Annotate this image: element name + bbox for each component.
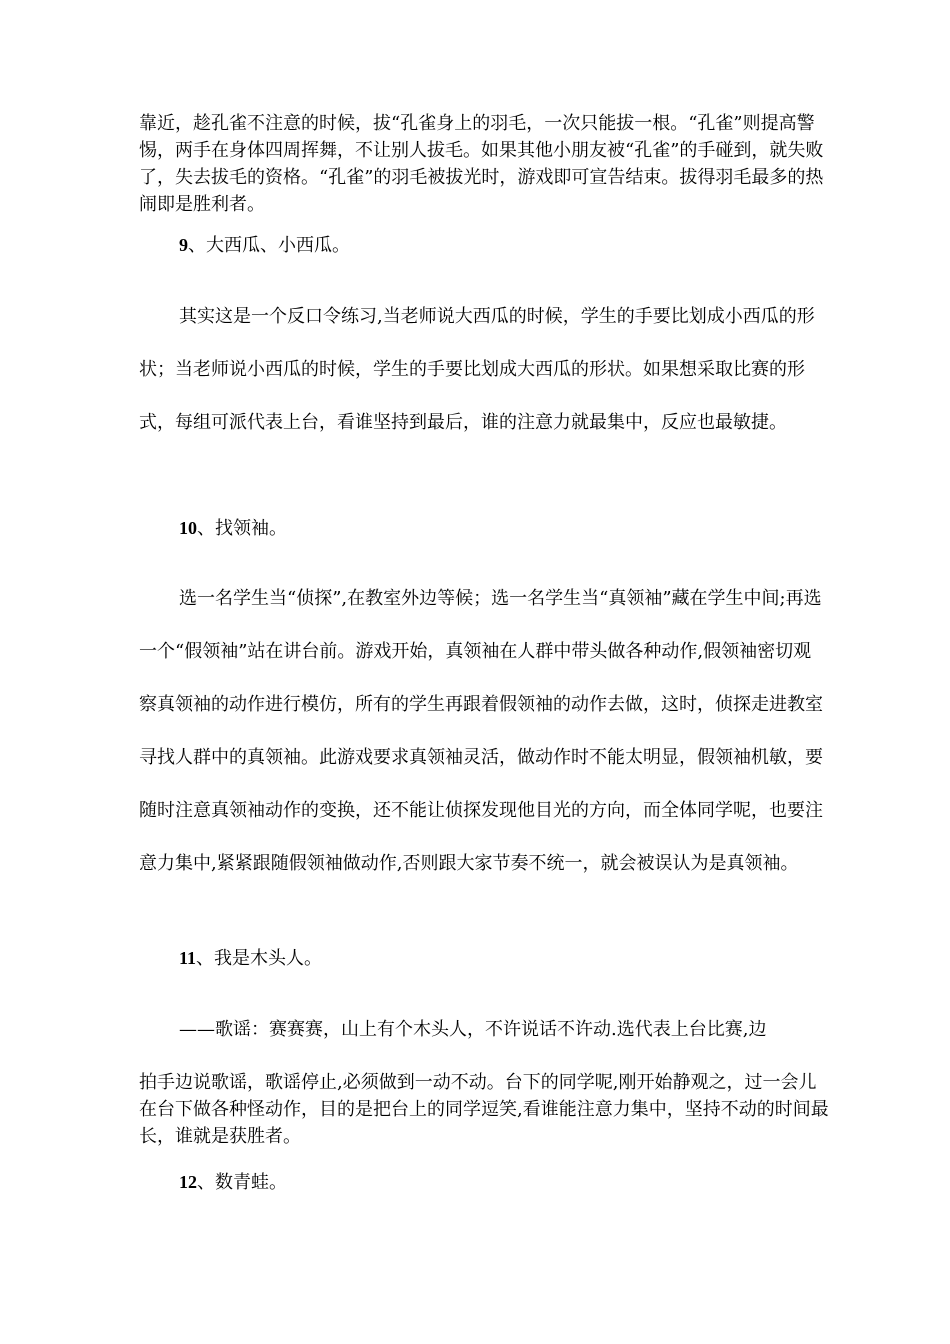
heading-10-title: 、找领袖。: [197, 518, 287, 539]
heading-10: [179, 515, 287, 542]
heading-9-number: 9: [179, 235, 188, 255]
heading-9: [179, 232, 350, 259]
heading-12-number: 12: [179, 1172, 197, 1192]
heading-11: [179, 945, 322, 972]
heading-12: [179, 1169, 287, 1196]
paragraph-wooden-man-rules: 拍手边说歌谣，歌谣停止,必须做到一动不动。台下的同学呢,刚开始静观之，过一会儿在台下做各种怪动作，目的是把台上的同学逗笑,看谁能注意力集中，坚持不动的时间最长，谁就是获胜者。: [139, 1072, 829, 1147]
paragraph-watermelon-game: 其实这是一个反口令练习,当老师说大西瓜的时候，学生的手要比划成小西瓜的形状；当老师说小西瓜的时候，学生的手要比划成大西瓜的形状。如果想采取比赛的形式，每组可派代表上台，看谁坚持到最后，谁的注意力就最集中，反应也最敏捷。: [139, 306, 815, 433]
paragraph-wooden-man-rhyme: ——歌谣：赛赛赛，山上有个木头人，不许说话不许动.选代表上台比赛,边: [179, 1019, 767, 1040]
heading-12-title: 、数青蛙。: [197, 1172, 287, 1193]
heading-11-number: 11: [179, 948, 197, 968]
heading-11-title: 、我是木头人。: [196, 948, 323, 969]
paragraph-leader-game: 选一名学生当“侦探”,在教室外边等候；选一名学生当“真领袖”藏在学生中间;再选一个“假领袖”站在讲台前。游戏开始，真领袖在人群中带头做各种动作,假领袖密切观察真领袖的动作进行模仿，所有的学生再跟着假领袖的动作去做，这时，侦探走进教室寻找人群中的真领袖。此游戏要求真领袖灵活，做动作时不能太明显，假领袖机敏，要随时注意真领袖动作的变换，还不能让侦探发现他目光的方向，而全体同学呢，也要注意力集中,紧紧跟随假领袖做动作,否则跟大家节奏不统一，就会被误认为是真领袖。: [139, 588, 823, 874]
heading-10-number: 10: [179, 518, 197, 538]
heading-9-title: 、大西瓜、小西瓜。: [188, 235, 350, 256]
paragraph-peacock-game: 靠近，趁孔雀不注意的时候，拔“孔雀身上的羽毛，一次只能拔一根。“孔雀”则提高警惕，两手在身体四周挥舞，不让别人拔毛。如果其他小朋友被“孔雀”的手碰到，就失败了，失去拔毛的资格。“孔雀”的羽毛被拔光时，游戏即可宣告结束。拔得羽毛最多的热闹即是胜利者。: [139, 113, 824, 215]
